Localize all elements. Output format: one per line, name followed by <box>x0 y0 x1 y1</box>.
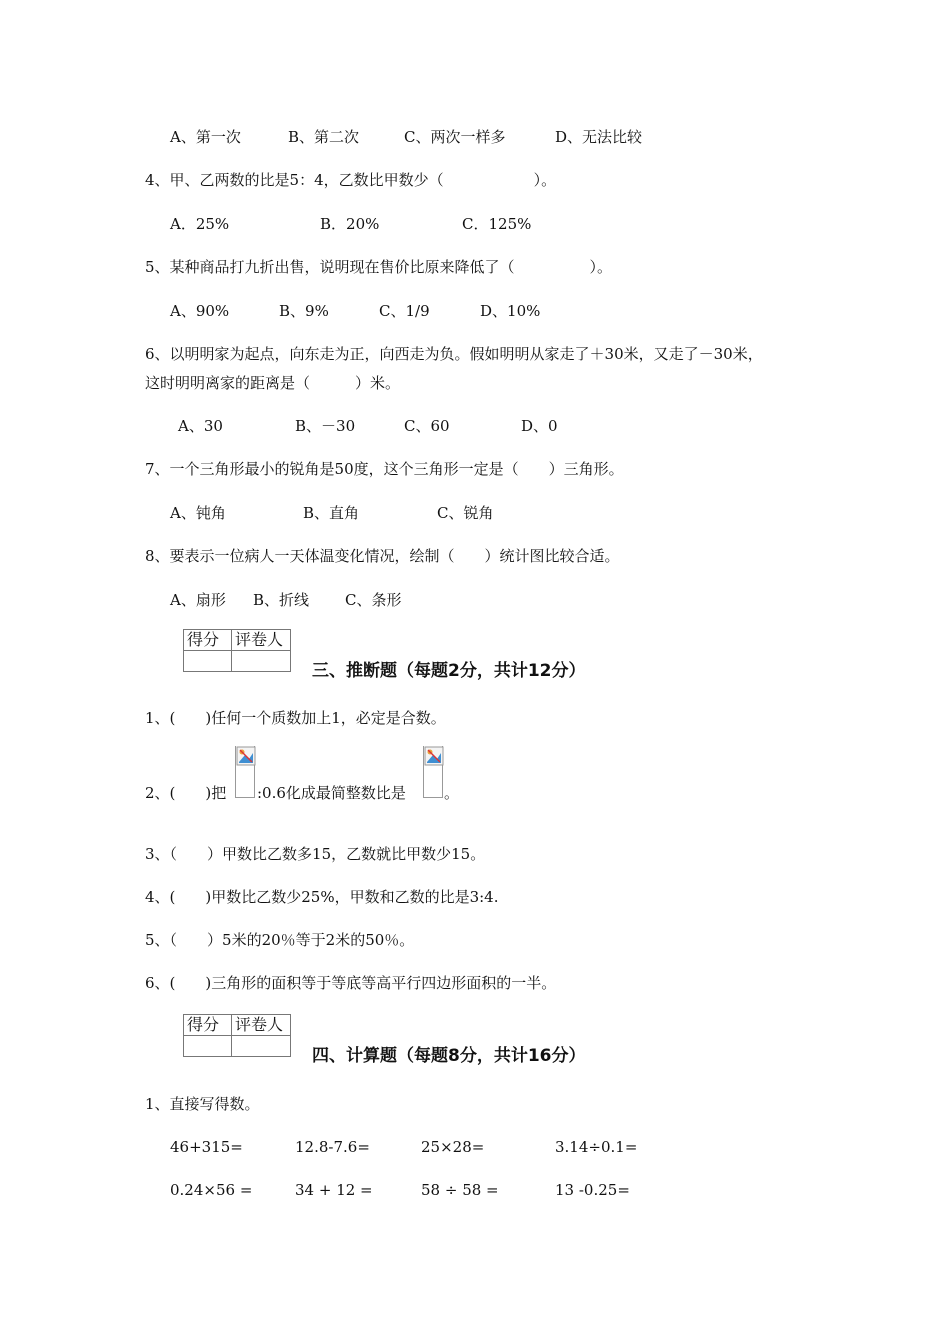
q8-option-b: B、折线 <box>253 591 310 609</box>
s3-item-5: 5、（ ）5米的20％等于2米的50％。 <box>145 931 415 949</box>
calc-r2-c1: 0.24×56 = <box>170 1181 253 1199</box>
calc-r2-c4: 13 -0.25= <box>555 1181 630 1199</box>
grader-label: 评卷人 <box>232 630 291 651</box>
s3-item-6: 6、( )三角形的面积等于等底等高平行四边形面积的一半。 <box>145 974 557 992</box>
s4-q1-stem: 1、直接写得数。 <box>145 1095 260 1113</box>
q4-option-c: C．125% <box>462 215 532 233</box>
score-cell[interactable] <box>184 1036 232 1057</box>
q8-option-c: C、条形 <box>345 591 402 609</box>
s3-item-1: 1、( )任何一个质数加上1，必定是合数。 <box>145 709 446 727</box>
q6-option-d: D、0 <box>521 417 558 435</box>
q4-option-b: B．20% <box>320 215 380 233</box>
s3-item-4: 4、( )甲数比乙数少25%，甲数和乙数的比是3:4. <box>145 888 499 906</box>
q5-option-a: A、90% <box>170 302 230 320</box>
q7-option-c: C、锐角 <box>437 504 494 522</box>
q6-stem-line1: 6、以明明家为起点，向东走为正，向西走为负。假如明明从家走了＋30米，又走了－30米， <box>145 345 763 363</box>
s3-item-2-start: 2、( )把 <box>145 784 227 802</box>
calc-r1-c4: 3.14÷0.1= <box>555 1138 638 1156</box>
grader-cell[interactable] <box>232 651 291 672</box>
q3-option-b: B、第二次 <box>288 128 360 146</box>
q4-stem: 4、甲、乙两数的比是5：4，乙数比甲数少（ ）。 <box>145 171 557 189</box>
q8-stem: 8、要表示一位病人一天体温变化情况，绘制（ ）统计图比较合适。 <box>145 547 620 565</box>
q4-option-a: A．25% <box>170 215 230 233</box>
score-box-section3 <box>183 629 291 672</box>
q8-option-a: A、扇形 <box>170 591 226 609</box>
q7-stem: 7、一个三角形最小的锐角是50度，这个三角形一定是（ ）三角形。 <box>145 460 624 478</box>
q5-stem: 5、某种商品打九折出售，说明现在售价比原来降低了（ ）。 <box>145 258 613 276</box>
section3-title: 三、推断题（每题2分，共计12分） <box>312 661 586 681</box>
s3-item-2-end: 。 <box>444 784 460 802</box>
q3-option-d: D、无法比较 <box>555 128 643 146</box>
q5-option-c: C、1/9 <box>379 302 430 320</box>
q7-option-b: B、直角 <box>303 504 360 522</box>
s3-item-2-mid: :0.6化成最简整数比是 <box>257 784 406 802</box>
calc-r1-c3: 25×28= <box>421 1138 485 1156</box>
score-cell[interactable] <box>184 651 232 672</box>
q6-stem-line2: 这时明明离家的距离是（ ）米。 <box>145 374 401 392</box>
q7-option-a: A、钝角 <box>170 504 226 522</box>
q3-option-a: A、第一次 <box>170 128 241 146</box>
calc-r2-c3: 58 ÷ 58 = <box>421 1181 499 1199</box>
grader-label: 评卷人 <box>232 1015 291 1036</box>
score-label: 得分 <box>184 1015 232 1036</box>
q6-option-b: B、－30 <box>295 417 356 435</box>
q5-option-b: B、9% <box>279 302 329 320</box>
q5-option-d: D、10% <box>480 302 541 320</box>
q6-option-c: C、60 <box>404 417 450 435</box>
calc-r2-c2: 34 + 12 = <box>295 1181 373 1199</box>
score-box-section4 <box>183 1014 291 1057</box>
broken-image-icon <box>235 746 255 798</box>
score-label: 得分 <box>184 630 232 651</box>
broken-image-icon <box>423 746 443 798</box>
q6-option-a: A、30 <box>178 417 223 435</box>
q3-option-c: C、两次一样多 <box>404 128 506 146</box>
section4-title: 四、计算题（每题8分，共计16分） <box>312 1046 586 1066</box>
grader-cell[interactable] <box>232 1036 291 1057</box>
calc-r1-c2: 12.8-7.6= <box>295 1138 370 1156</box>
s3-item-3: 3、（ ）甲数比乙数多15，乙数就比甲数少15。 <box>145 845 486 863</box>
calc-r1-c1: 46+315= <box>170 1138 243 1156</box>
